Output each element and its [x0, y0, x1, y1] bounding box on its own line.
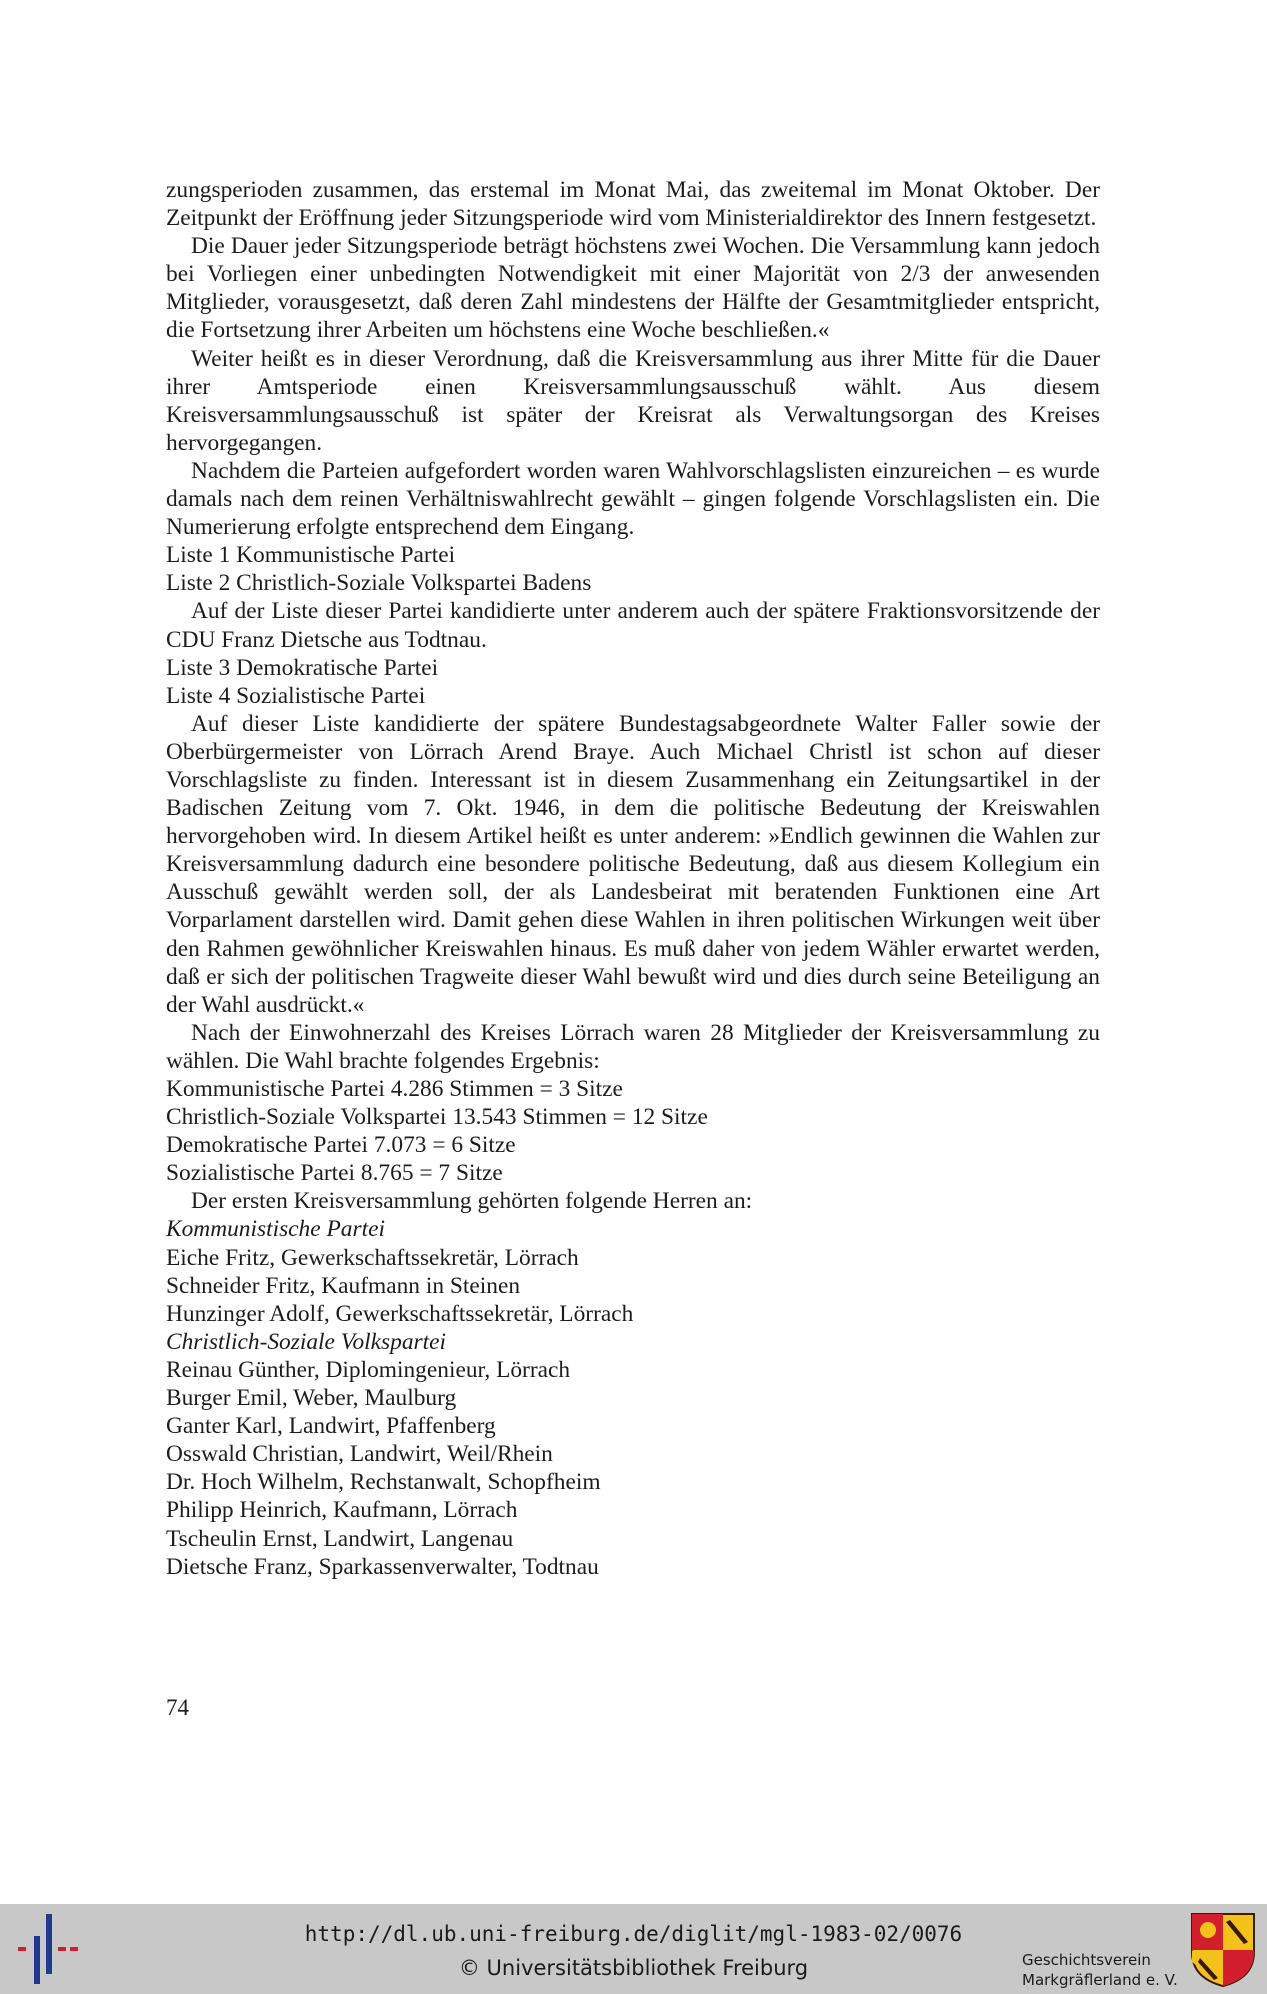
footer-bar [0, 1904, 1267, 1994]
page-number: 74 [166, 1695, 189, 1720]
footer-url-link[interactable]: http://dl.ub.uni-freiburg.de/diglit/mgl-1983-02/0076 [304, 1922, 963, 1946]
coat-of-arms-icon [1190, 1912, 1256, 1988]
text-paragraph: zungsperioden zusammen, das erstemal im Monat Mai, das zweitemal im Monat Oktober. Der Zeitpunkt der Eröffnung jeder Sitzungsperiode wird vom Ministerialdirektor des Innern festgesetzt. [166, 177, 1100, 232]
text-paragraph: Tscheulin Ernst, Landwirt, Langenau [166, 1525, 514, 1552]
text-paragraph: Weiter heißt es in dieser Verordnung, daß die Kreisversammlung aus ihrer Mitte für die Dauer ihrer Amtsperiode einen Kreisversammlungsausschuß wählt. Aus diesem Kreisversammlungsausschuß ist später der Kreisrat als Verwaltungsorgan des Kreises hervorgegangen. [166, 345, 1100, 456]
text-paragraph: Philipp Heinrich, Kaufmann, Lörrach [166, 1497, 518, 1524]
text-paragraph: Sozialistische Partei 8.765 = 7 Sitze [166, 1160, 503, 1187]
footer-copyright: © Universitätsbibliothek Freiburg [458, 1956, 809, 1980]
text-paragraph: Dietsche Franz, Sparkassenverwalter, Todtnau [166, 1553, 599, 1580]
text-paragraph: Burger Emil, Weber, Maulburg [166, 1385, 457, 1412]
text-paragraph: Liste 4 Sozialistische Partei [166, 682, 426, 709]
text-paragraph: Kommunistische Partei 4.286 Stimmen = 3 Sitze [166, 1076, 623, 1102]
text-paragraph: Eiche Fritz, Gewerkschaftssekretär, Lörrach [166, 1244, 579, 1271]
text-paragraph: Der ersten Kreisversammlung gehörten folgende Herren an: [191, 1188, 753, 1215]
text-paragraph: Ganter Karl, Landwirt, Pfaffenberg [166, 1413, 496, 1440]
text-paragraph: Reinau Günther, Diplomingenieur, Lörrach [166, 1356, 571, 1383]
society-name-line2: Markgräflerland e. V. [1022, 1971, 1178, 1989]
text-paragraph: Osswald Christian, Landwirt, Weil/Rhein [166, 1441, 553, 1468]
section-heading: Christlich-Soziale Volkspartei [166, 1328, 447, 1355]
section-heading: Kommunistische Partei [166, 1216, 385, 1243]
text-paragraph: Liste 1 Kommunistische Partei [166, 542, 456, 569]
text-paragraph: Schneider Fritz, Kaufmann in Steinen [166, 1272, 521, 1299]
text-paragraph: Liste 3 Demokratische Partei [166, 654, 439, 681]
text-paragraph: Nachdem die Parteien aufgefordert worden waren Wahlvorschlagslisten einzureichen – es wurde damals nach dem reinen Verhältniswahlrecht gewählt – gingen folgende Vorschlagslisten ein. Die Numerierung erfolgte entsprechend dem Eingang. [166, 457, 1100, 541]
text-paragraph: Liste 2 Christlich-Soziale Volkspartei Badens [166, 570, 592, 597]
page-text [166, 176, 1100, 1581]
text-paragraph: Hunzinger Adolf, Gewerkschaftssekretär, Lörrach [166, 1300, 634, 1327]
text-paragraph: Demokratische Partei 7.073 = 6 Sitze [166, 1132, 516, 1159]
text-paragraph: Nach der Einwohnerzahl des Kreises Lörrach waren 28 Mitglieder der Kreisversammlung zu wählen. Die Wahl brachte folgendes Ergebnis: [166, 1019, 1100, 1074]
society-name-line1: Geschichtsverein [1022, 1951, 1151, 1969]
text-paragraph: Christlich-Soziale Volkspartei 13.543 Stimmen = 12 Sitze [166, 1104, 708, 1131]
text-paragraph: Dr. Hoch Wilhelm, Rechstanwalt, Schopfheim [166, 1469, 601, 1496]
text-paragraph: Auf der Liste dieser Partei kandidierte unter anderem auch der spätere Fraktionsvorsitzende der CDU Franz Dietsche aus Todtnau. [166, 598, 1100, 653]
text-paragraph: Die Dauer jeder Sitzungsperiode beträgt höchstens zwei Wochen. Die Versammlung kann jedoch bei Vorliegen einer unbedingten Notwendigkeit mit einer Majorität von 2/3 der anwesenden Mitglieder, vorausgesetzt, daß deren Zahl mindestens der Hälfte der Gesamtmitglieder entspricht, die Fortsetzung ihrer Arbeiten um höchstens eine Woche beschließen.« [166, 233, 1100, 344]
text-paragraph: Auf dieser Liste kandidierte der spätere Bundestagsabgeordnete Walter Faller sowie der Oberbürgermeister von Lörrach Arend Braye. Auch Michael Christl ist schon auf dieser Vorschlagsliste zu finden. Interessant ist in diesem Zusammenhang ein Zeitungsartikel in der Badischen Zeitung vom 7. Okt. 1946, in dem die politische Bedeutung der Kreiswahlen hervorgehoben wird. In diesem Artikel heißt es unter anderem: »Endlich gewinnen die Wahlen zur Kreisversammlung dadurch eine besondere politische Bedeutung, daß aus diesem Kollegium ein Ausschuß gewählt werden soll, der als Landesbeirat mit beratenden Funktionen eine Art Vorparlament darstellen wird. Damit gehen diese Wahlen in ihren politischen Wirkungen weit über den Rahmen gewöhnlicher Kreiswahlen hinaus. Es muß daher von jedem Wähler erwartet werden, daß er sich der politischen Tragweite dieser Wahl bewußt wird und dies durch seine Beteiligung an der Wahl ausdrückt.« [166, 710, 1100, 1018]
society-name [1022, 1950, 1178, 1990]
